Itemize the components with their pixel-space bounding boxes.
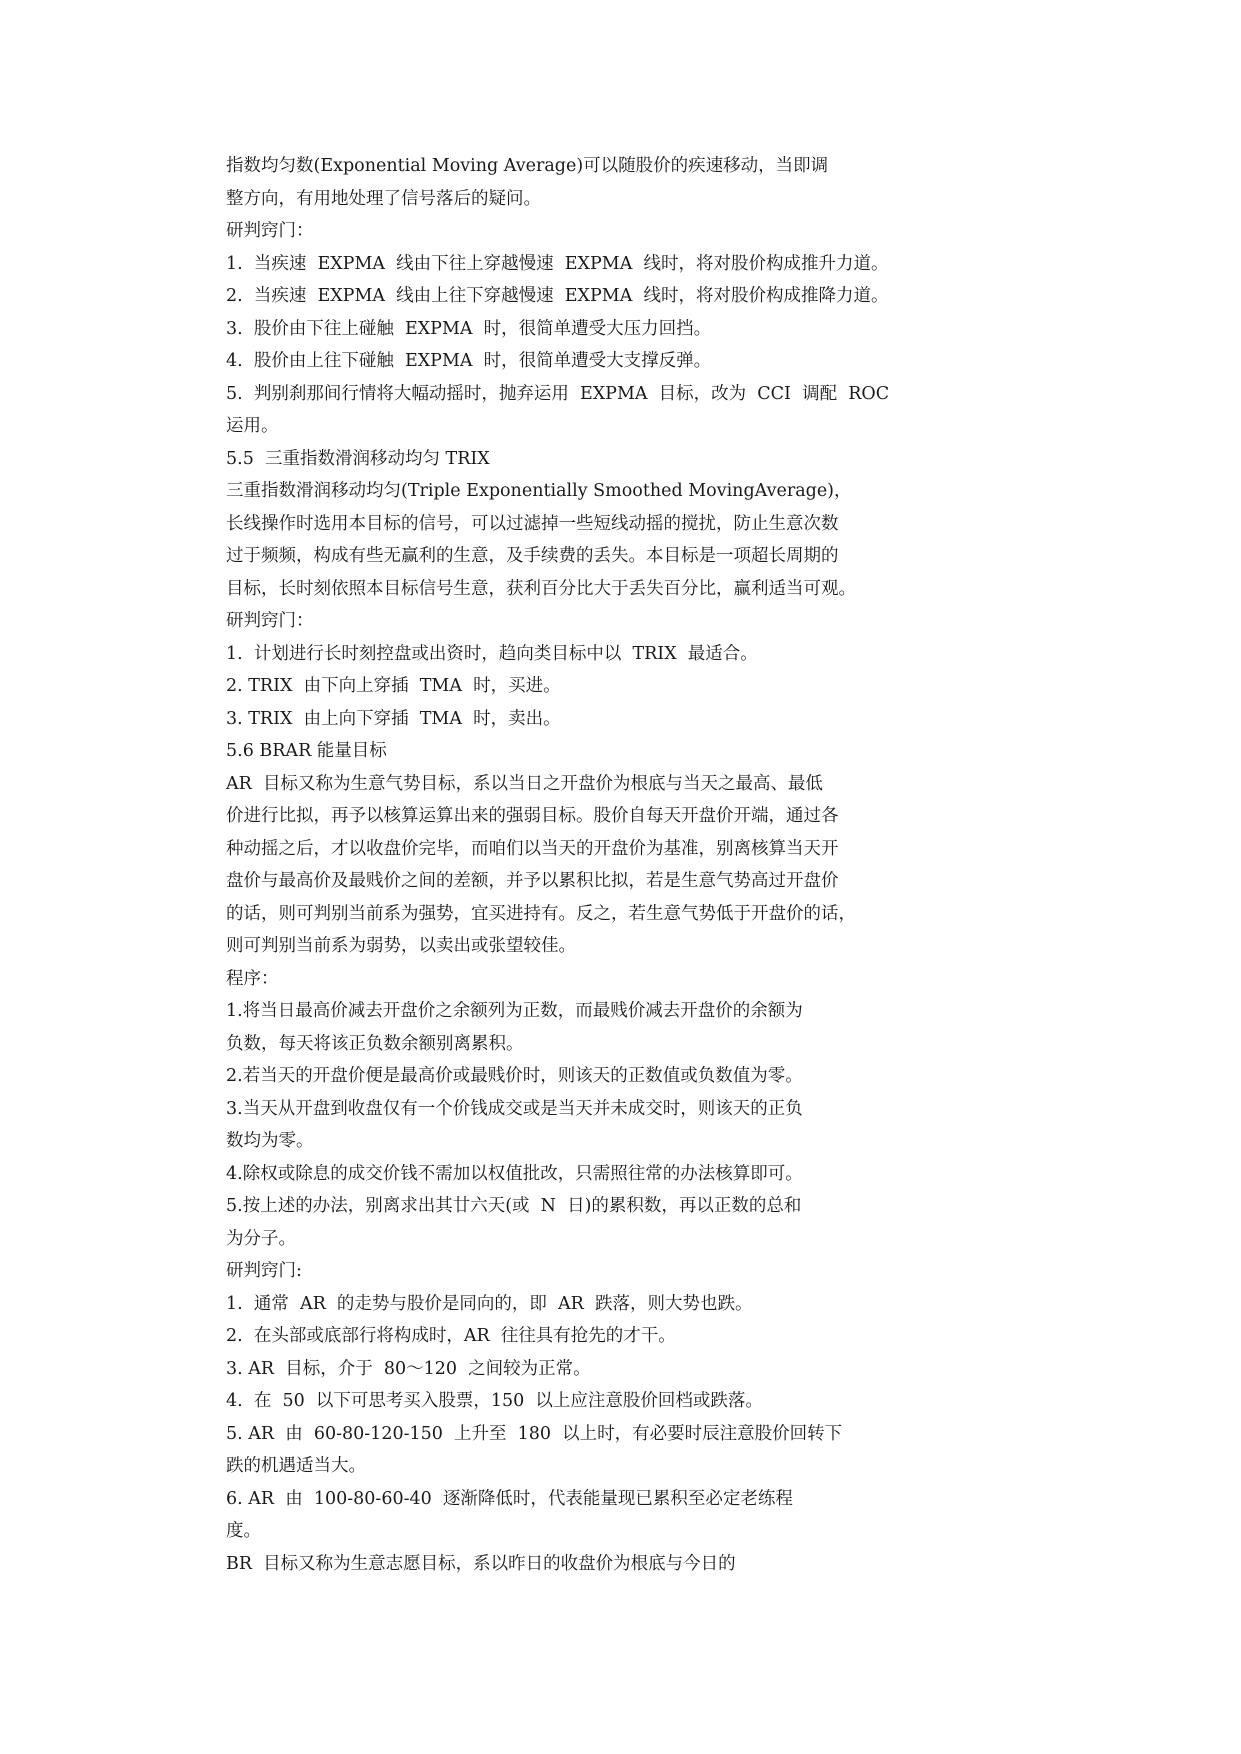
text-line: 长线操作时选用本目标的信号，可以过滤掉一些短线动摇的搅扰，防止生意次数 <box>226 513 839 534</box>
section-heading: 5.6 BRAR 能量目标 <box>226 741 387 761</box>
list-item: 3.当天从开盘到收盘仅有一个价钱成交或是当天并未成交时，则该天的正负 <box>226 1098 803 1119</box>
list-item: 2.若当天的开盘价便是最高价或最贱价时，则该天的正数值或负数值为零。 <box>226 1066 803 1086</box>
list-item: 2. 当疾速 EXPMA 线由上往下穿越慢速 EXPMA 线时，将对股价构成推降力道。 <box>226 286 889 306</box>
list-item: 1. 当疾速 EXPMA 线由下往上穿越慢速 EXPMA 线时，将对股价构成推升力道。 <box>226 253 889 274</box>
list-item: 5. 判别刹那间行情将大幅动摇时，抛弃运用 EXPMA 目标，改为 CCI 调配 ROC <box>226 383 890 404</box>
list-item: 4. 在 50 以下可思考买入股票，150 以上应注意股价回档或跌落。 <box>226 1391 763 1411</box>
text-line: 数均为零。 <box>226 1131 314 1151</box>
list-item: 2. TRIX 由下向上穿插 TMA 时，买进。 <box>226 676 561 696</box>
list-item: 4. 股价由上往下碰触 EXPMA 时，很简单遭受大支撑反弹。 <box>226 351 712 371</box>
text-line: 三重指数滑润移动均匀(Triple Exponentially Smoothed MovingAverage)， <box>226 481 852 501</box>
text-line: 目标，长时刻依照本目标信号生意，获利百分比大于丢失百分比，赢利适当可观。 <box>226 578 856 599</box>
text-line: 则可判别当前系为弱势，以卖出或张望较佳。 <box>226 936 576 956</box>
list-item: 3. TRIX 由上向下穿插 TMA 时，卖出。 <box>226 708 561 729</box>
section-label: 研判窍门: <box>226 1261 302 1281</box>
text-line: BR 目标又称为生意志愿目标，系以昨日的收盘价为根底与今日的 <box>226 1553 736 1574</box>
text-line: 过于频频，构成有些无赢利的生意，及手续费的丢失。本目标是一项超长周期的 <box>226 546 839 566</box>
text-line: 运用。 <box>226 416 279 436</box>
section-label: 研判窍门： <box>226 221 314 241</box>
text-line: 种动摇之后，才以收盘价完毕，而咱们以当天的开盘价为基准，别离核算当天开 <box>226 838 839 859</box>
text-line: 度。 <box>226 1521 261 1541</box>
document-page <box>226 150 946 1580</box>
list-item: 1.将当日最高价减去开盘价之余额列为正数，而最贱价减去开盘价的余额为 <box>226 1001 803 1021</box>
text-line: 整方向，有用地处理了信号落后的疑问。 <box>226 188 541 209</box>
list-item: 1. 通常 AR 的走势与股价是同向的，即 AR 跌落，则大势也跌。 <box>226 1293 753 1314</box>
section-heading: 5.5 三重指数滑润移动均匀 TRIX <box>226 448 490 469</box>
list-item: 3. AR 目标，介于 80～120 之间较为正常。 <box>226 1358 591 1379</box>
text-line: 价进行比拟，再予以核算运算出来的强弱目标。股价自每天开盘价开端，通过各 <box>226 806 839 826</box>
section-label: 程序： <box>226 968 279 989</box>
list-item: 5.按上述的办法，别离求出其廿六天(或 N 日)的累积数，再以正数的总和 <box>226 1196 802 1216</box>
list-item: 3. 股价由下往上碰触 EXPMA 时，很简单遭受大压力回挡。 <box>226 318 712 339</box>
text-line: 负数，每天将该正负数余额别离累积。 <box>226 1033 524 1054</box>
text-line: 跌的机遇适当大。 <box>226 1456 366 1476</box>
list-item: 2. 在头部或底部行将构成时，AR 往往具有抢先的才干。 <box>226 1326 676 1346</box>
section-label: 研判窍门： <box>226 611 314 631</box>
text-line: 指数均匀数(Exponential Moving Average)可以随股价的疾速移动，当即调 <box>226 156 829 176</box>
text-line: 为分子。 <box>226 1228 296 1249</box>
list-item: 5. AR 由 60-80-120-150 上升至 180 以上时，有必要时辰注意股价回转下 <box>226 1423 843 1444</box>
text-line: 盘价与最高价及最贱价之间的差额，并予以累积比拟，若是生意气势高过开盘价 <box>226 871 839 891</box>
list-item: 1. 计划进行长时刻控盘或出资时，趋向类目标中以 TRIX 最适合。 <box>226 643 758 664</box>
text-line: 的话，则可判别当前系为强势，宜买进持有。反之，若生意气势低于开盘价的话， <box>226 903 856 924</box>
text-line: AR 目标又称为生意气势目标，系以当日之开盘价为根底与当天之最高、最低 <box>226 773 823 794</box>
list-item: 4.除权或除息的成交价钱不需加以权值批改，只需照往常的办法核算即可。 <box>226 1163 803 1184</box>
list-item: 6. AR 由 100-80-60-40 逐渐降低时，代表能量现已累积至必定老练程 <box>226 1488 793 1509</box>
